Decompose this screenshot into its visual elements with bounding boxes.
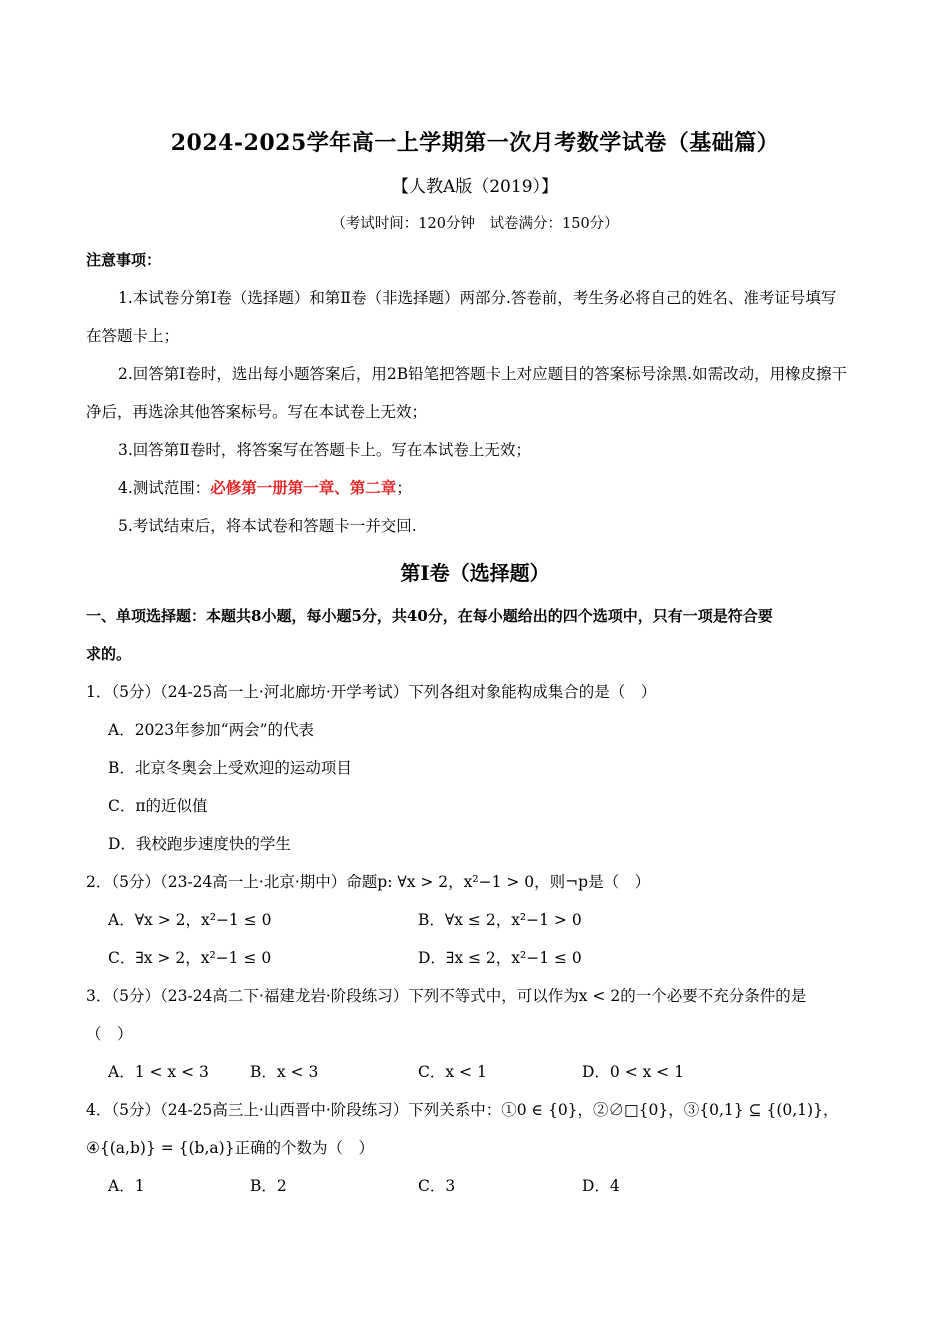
q4-option-a: A．1 <box>108 1177 145 1195</box>
q3-option-b: B．x < 3 <box>250 1063 319 1081</box>
q1-option-d: D．我校跑步速度快的学生 <box>108 835 291 853</box>
q3-condition: x < 2 <box>578 987 621 1005</box>
q1-option-a: A．2023年参加“两会”的代表 <box>108 721 314 739</box>
q4-option-d: D．4 <box>582 1177 620 1195</box>
q2-proposition: p: ∀x > 2，x²−1 > 0 <box>377 873 535 891</box>
q2-negation: ¬p <box>565 873 589 891</box>
q2-option-c: C．∃x > 2，x²−1 ≤ 0 <box>108 949 272 967</box>
test-scope: 必修第一册第一章、第二章 <box>210 478 397 497</box>
note-1a: 1.本试卷分第Ⅰ卷（选择题）和第Ⅱ卷（非选择题）两部分.答卷前，考生务必将自己的姓名、准考证号填写 <box>118 289 837 307</box>
q2-stem-pre: 2．（5分）（23-24高一上·北京·期中）命题 <box>86 873 378 891</box>
q1-stem: 1．（5分）（24-25高一上·河北廊坊·开学考试）下列各组对象能构成集合的是（ ） <box>86 683 657 701</box>
note-1b: 在答题卡上； <box>86 327 180 345</box>
q3-option-c: C．x < 1 <box>418 1063 487 1081</box>
q1-option-c: C．π的近似值 <box>108 797 208 815</box>
q2-stem <box>86 872 650 892</box>
q3-stem-b: （ ） <box>86 1025 133 1043</box>
note-4-suffix: ； <box>396 479 412 497</box>
q3-stem-pre: 3．（5分）（23-24高二下·福建龙岩·阶段练习）下列不等式中，可以作为 <box>86 987 579 1005</box>
note-4 <box>118 478 412 498</box>
q2-option-b: B．∀x ≤ 2，x²−1 > 0 <box>418 911 582 929</box>
q3-stem <box>86 986 806 1006</box>
q2-stem-post: 是（ ） <box>588 873 651 891</box>
edition-label: 【人教A版（2019）】 <box>391 177 559 197</box>
note-2a: 2.回答第Ⅰ卷时，选出每小题答案后，用2B铅笔把答题卡上对应题目的答案标号涂黑.如需改动，用橡皮擦干 <box>118 365 848 383</box>
q2-option-d: D．∃x ≤ 2，x²−1 ≤ 0 <box>418 949 582 967</box>
notes-heading: 注意事项： <box>86 251 162 269</box>
section-title: 第Ⅰ卷（选择题） <box>400 561 550 585</box>
note-3: 3.回答第Ⅱ卷时，将答案写在答题卡上。写在本试卷上无效； <box>118 441 531 459</box>
q3-option-a: A．1 < x < 3 <box>108 1063 209 1081</box>
q4-stem-a: 4．（5分）（24-25高三上·山西晋中·阶段练习）下列关系中：①0 ∈ {0}，②∅□{0}，③{0,1} ⊆ {(0,1)}， <box>86 1101 839 1119</box>
note-4-prefix: 4.测试范围： <box>118 479 211 497</box>
q3-option-d: D．0 < x < 1 <box>582 1063 685 1081</box>
exam-title: 2024-2025学年高一上学期第一次月考数学试卷（基础篇） <box>170 130 780 156</box>
section-instructions-b: 求的。 <box>86 645 132 663</box>
q2-stem-mid: ，则 <box>534 873 566 891</box>
q4-stem-b: ④{(a,b)} = {(b,a)}正确的个数为（ ） <box>86 1139 375 1157</box>
q4-option-b: B．2 <box>250 1177 287 1195</box>
section-instructions-a: 一、单项选择题：本题共8小题，每小题5分，共40分，在每小题给出的四个选项中，只有一项是符合要 <box>86 607 773 625</box>
q2-option-a: A．∀x > 2，x²−1 ≤ 0 <box>108 911 272 929</box>
note-5: 5.考试结束后，将本试卷和答题卡一并交回. <box>118 517 417 535</box>
exam-info: （考试时间：120分钟 试卷满分：150分） <box>331 216 619 232</box>
q3-stem-post: 的一个必要不充分条件的是 <box>620 987 807 1005</box>
q4-option-c: C．3 <box>418 1177 456 1195</box>
q1-option-b: B．北京冬奥会上受欢迎的运动项目 <box>108 759 352 777</box>
note-2b: 净后，再选涂其他答案标号。写在本试卷上无效； <box>86 403 428 421</box>
